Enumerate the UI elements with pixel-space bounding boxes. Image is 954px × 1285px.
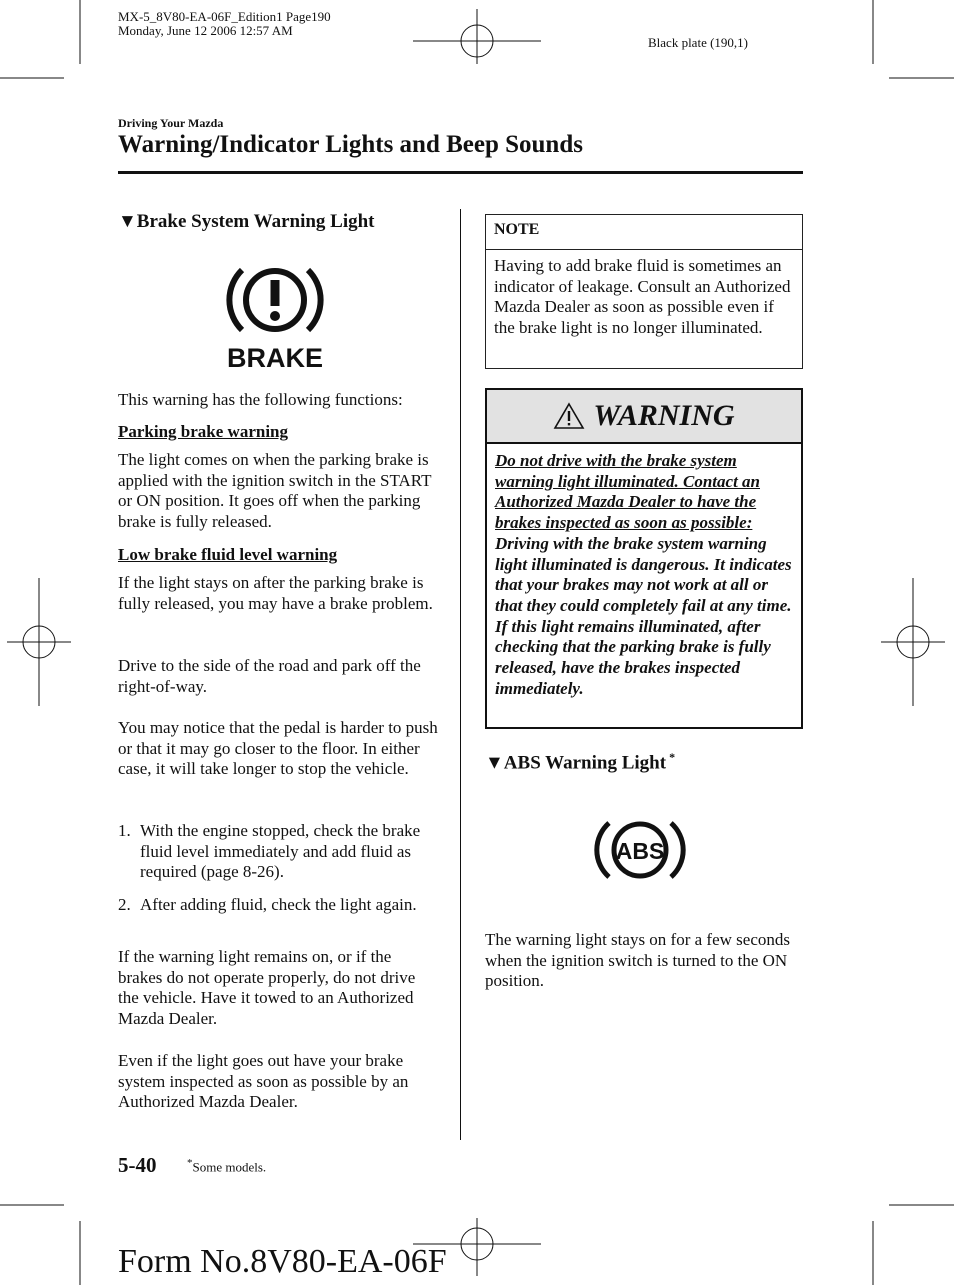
- fluid-paragraph-2: Drive to the side of the road and park off the right-of-way.: [118, 656, 421, 696]
- fluid-paragraph-1: If the light stays on after the parking brake is fully released, you may have a brake problem.: [118, 573, 433, 613]
- plate-label: Black plate (190,1): [648, 35, 748, 50]
- form-number: Form No.8V80-EA-06F: [118, 1243, 447, 1280]
- print-job-line2: Monday, June 12 2006 12:57 AM: [118, 23, 293, 38]
- abs-text: The warning light stays on for a few seconds when the ignition switch is turned to the ON position.: [485, 930, 790, 991]
- step-text: After adding fluid, check the light again.: [140, 895, 417, 915]
- fluid-paragraph-4: If the warning light remains on, or if the brakes do not operate properly, do not drive the vehicle. Have it towed to an Authorized Mazda Dealer.: [118, 947, 416, 1029]
- note-text: Having to add brake fluid is sometimes an indicator of leakage. Consult an Authorized Mazda Dealer as soon as possible even if the brake light is no longer illuminated.: [494, 256, 791, 338]
- page-title: Warning/Indicator Lights and Beep Sounds: [118, 131, 583, 158]
- section-label: Driving Your Mazda: [118, 116, 224, 130]
- step-text: With the engine stopped, check the brake fluid level immediately and add fluid as required (page 8-26).: [140, 821, 421, 882]
- footnote-text: Some models.: [192, 1159, 267, 1175]
- footnote-star: *: [187, 1157, 193, 1169]
- page-number: 5-40: [118, 1153, 157, 1177]
- step-list: [118, 821, 436, 916]
- print-job-line1: MX-5_8V80-EA-06F_Edition1 Page190: [118, 9, 331, 24]
- column-divider: [460, 209, 461, 1140]
- abs-heading-text: ▼ABS Warning Light: [485, 752, 667, 774]
- list-item: [118, 821, 436, 883]
- brake-icon-label: BRAKE: [226, 343, 324, 370]
- list-item: [118, 895, 436, 916]
- abs-star: *: [669, 750, 676, 764]
- warning-text: Driving with the brake system warning light illuminated is dangerous. It indicates that your brakes may not work at all or that they could completely fail at any time. If this light remains illuminated, after checking that the parking brake is fully released, have the brakes inspected immediately.: [495, 533, 792, 698]
- warning-header: [487, 390, 801, 444]
- warning-box: [485, 388, 803, 729]
- warning-title: WARNING: [593, 399, 735, 432]
- fluid-level-heading: Low brake fluid level warning: [118, 545, 338, 564]
- footnote: [187, 1157, 266, 1175]
- brake-warning-icon: [222, 256, 328, 370]
- note-title: NOTE: [486, 215, 802, 250]
- fluid-paragraph-5: Even if the light goes out have your brake system inspected as soon as possible by an Authorized Mazda Dealer.: [118, 1051, 409, 1112]
- warning-underlined-text: Do not drive with the brake system warning light illuminated. Contact an Authorized Mazda Dealer to have the brakes inspected as soon as possible:: [495, 451, 760, 533]
- header-rule: [118, 171, 803, 174]
- parking-brake-heading: Parking brake warning: [118, 422, 289, 441]
- parking-brake-text: The light comes on when the parking brake is applied with the ignition switch in the START or ON position. It goes off when the parking brake is fully released.: [118, 450, 432, 532]
- abs-warning-icon: [594, 815, 686, 885]
- brake-section-heading: ▼Brake System Warning Light: [118, 211, 375, 232]
- step-number: 1.: [118, 821, 131, 840]
- warning-body: [487, 444, 801, 706]
- note-box: [485, 214, 803, 369]
- abs-section-heading: [485, 750, 675, 774]
- abs-icon-label: ABS: [615, 838, 665, 864]
- warning-triangle-icon: [553, 402, 585, 430]
- fluid-paragraph-3: You may notice that the pedal is harder to push or that it may go closer to the floor. In either case, it will take longer to stop the vehicle.: [118, 718, 438, 779]
- step-number: 2.: [118, 895, 131, 915]
- intro-text: This warning has the following functions:: [118, 390, 403, 409]
